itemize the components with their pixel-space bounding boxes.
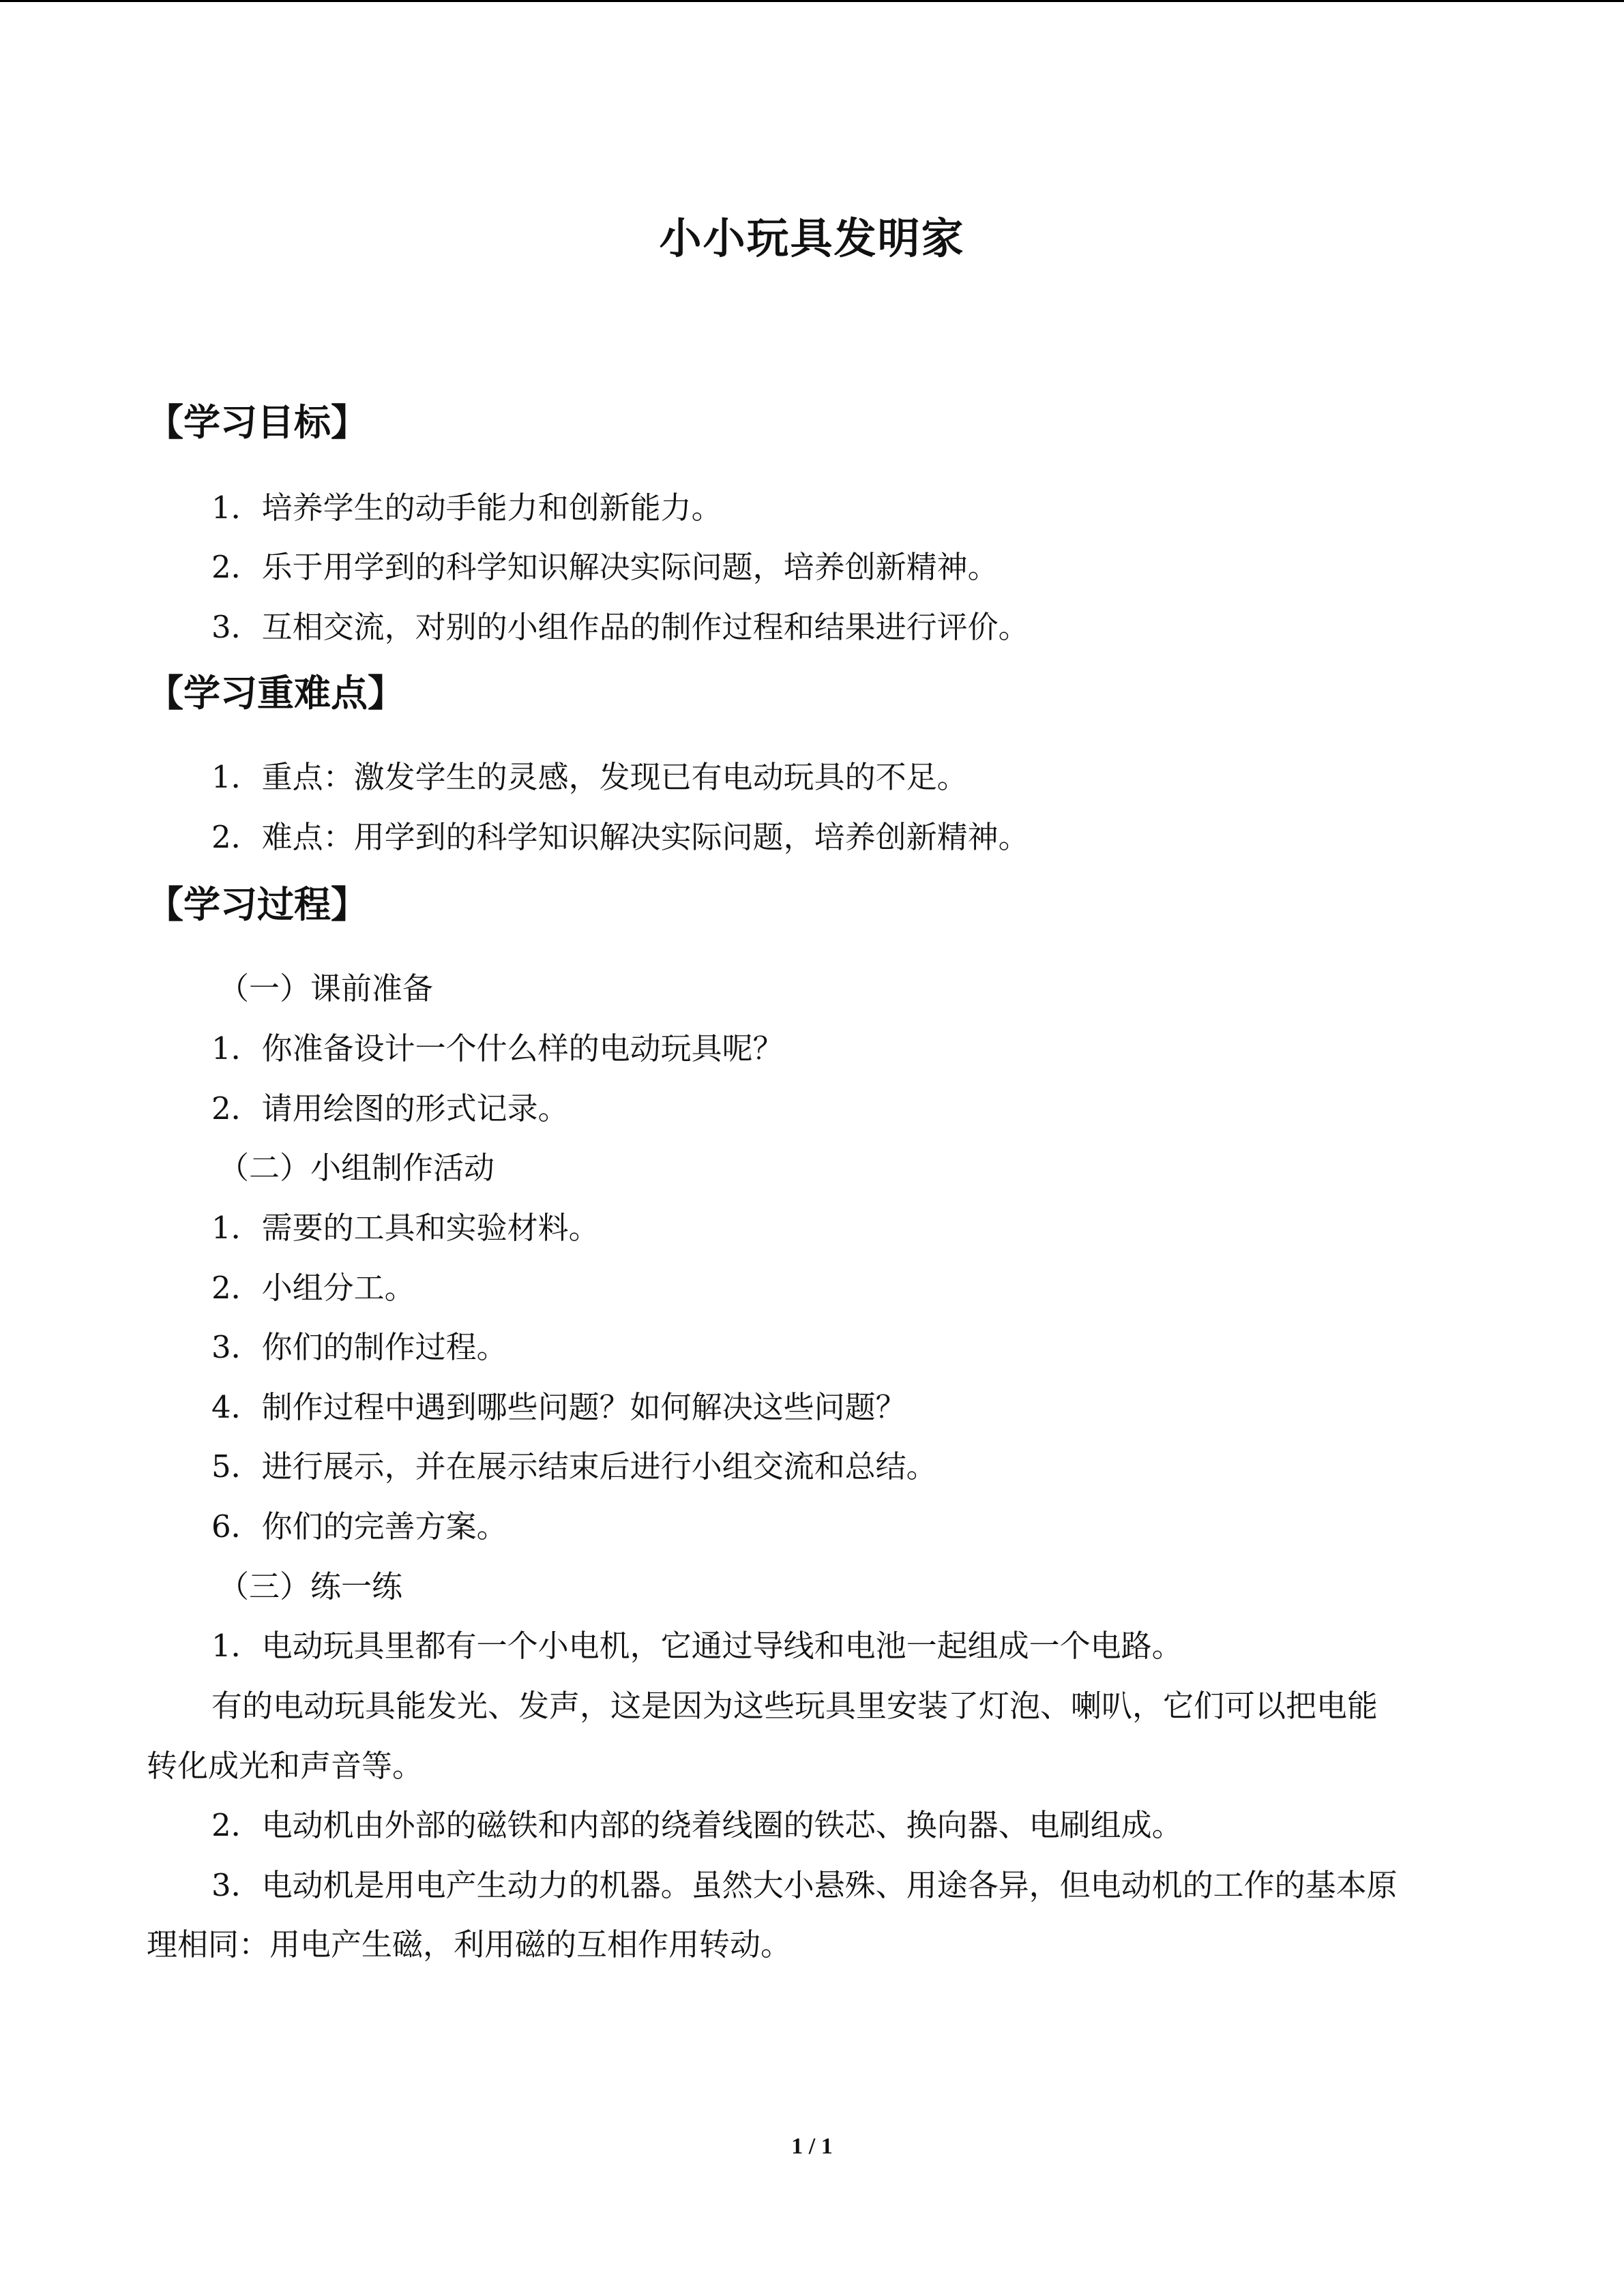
process-part2-label: （二）小组制作活动 — [218, 1150, 495, 1186]
part3-item-2: 2．电动机由外部的磁铁和内部的绕着线圈的铁芯、换向器、电刷组成。 — [211, 1807, 1183, 1843]
key-point-item-1: 1．重点：激发学生的灵感，发现已有电动玩具的不足。 — [211, 759, 968, 795]
part2-item-4: 4．制作过程中遇到哪些问题？如何解决这些问题？ — [211, 1389, 906, 1425]
goal-item-2: 2．乐于用学到的科学知识解决实际问题，培养创新精神。 — [211, 549, 999, 585]
goal-item-3: 3．互相交流，对别的小组作品的制作过程和结果进行评价。 — [211, 609, 1029, 645]
top-border-rule — [0, 0, 1624, 2]
section-heading-process: 【学习过程】 — [147, 883, 368, 926]
section-heading-goals: 【学习目标】 — [147, 401, 368, 444]
process-part3-label: （三）练一练 — [218, 1568, 403, 1605]
part3-paragraph-line-1: 有的电动玩具能发光、发声，这是因为这些玩具里安装了灯泡、喇叭，它们可以把电能 — [211, 1688, 1378, 1724]
goal-item-1: 1．培养学生的动手能力和创新能力。 — [211, 490, 722, 526]
process-part1-label: （一）课前准备 — [218, 970, 434, 1007]
part3-item-1: 1．电动玩具里都有一个小电机，它通过导线和电池一起组成一个电路。 — [211, 1628, 1183, 1664]
document-title: 小小玩具发明家 — [659, 213, 965, 263]
page-number: 1 / 1 — [791, 2134, 833, 2159]
part2-item-5: 5．进行展示，并在展示结束后进行小组交流和总结。 — [211, 1448, 937, 1485]
part3-item-3-line-2: 理相同：用电产生磁，利用磁的互相作用转动。 — [147, 1926, 792, 1963]
part2-item-2: 2．小组分工。 — [211, 1270, 415, 1306]
part2-item-1: 1．需要的工具和实验材料。 — [211, 1210, 600, 1246]
part3-paragraph-line-2: 转化成光和声音等。 — [147, 1748, 424, 1784]
part1-item-2: 2．请用绘图的形式记录。 — [211, 1090, 569, 1127]
part1-item-1: 1．你准备设计一个什么样的电动玩具呢？ — [211, 1030, 784, 1067]
part3-item-3-line-1: 3．电动机是用电产生动力的机器。虽然大小悬殊、用途各异，但电动机的工作的基本原 — [211, 1867, 1398, 1903]
key-point-item-2: 2．难点：用学到的科学知识解决实际问题，培养创新精神。 — [211, 819, 1029, 855]
section-heading-key-points: 【学习重难点】 — [147, 672, 404, 715]
part2-item-6: 6．你们的完善方案。 — [211, 1508, 507, 1545]
part2-item-3: 3．你们的制作过程。 — [211, 1329, 507, 1365]
